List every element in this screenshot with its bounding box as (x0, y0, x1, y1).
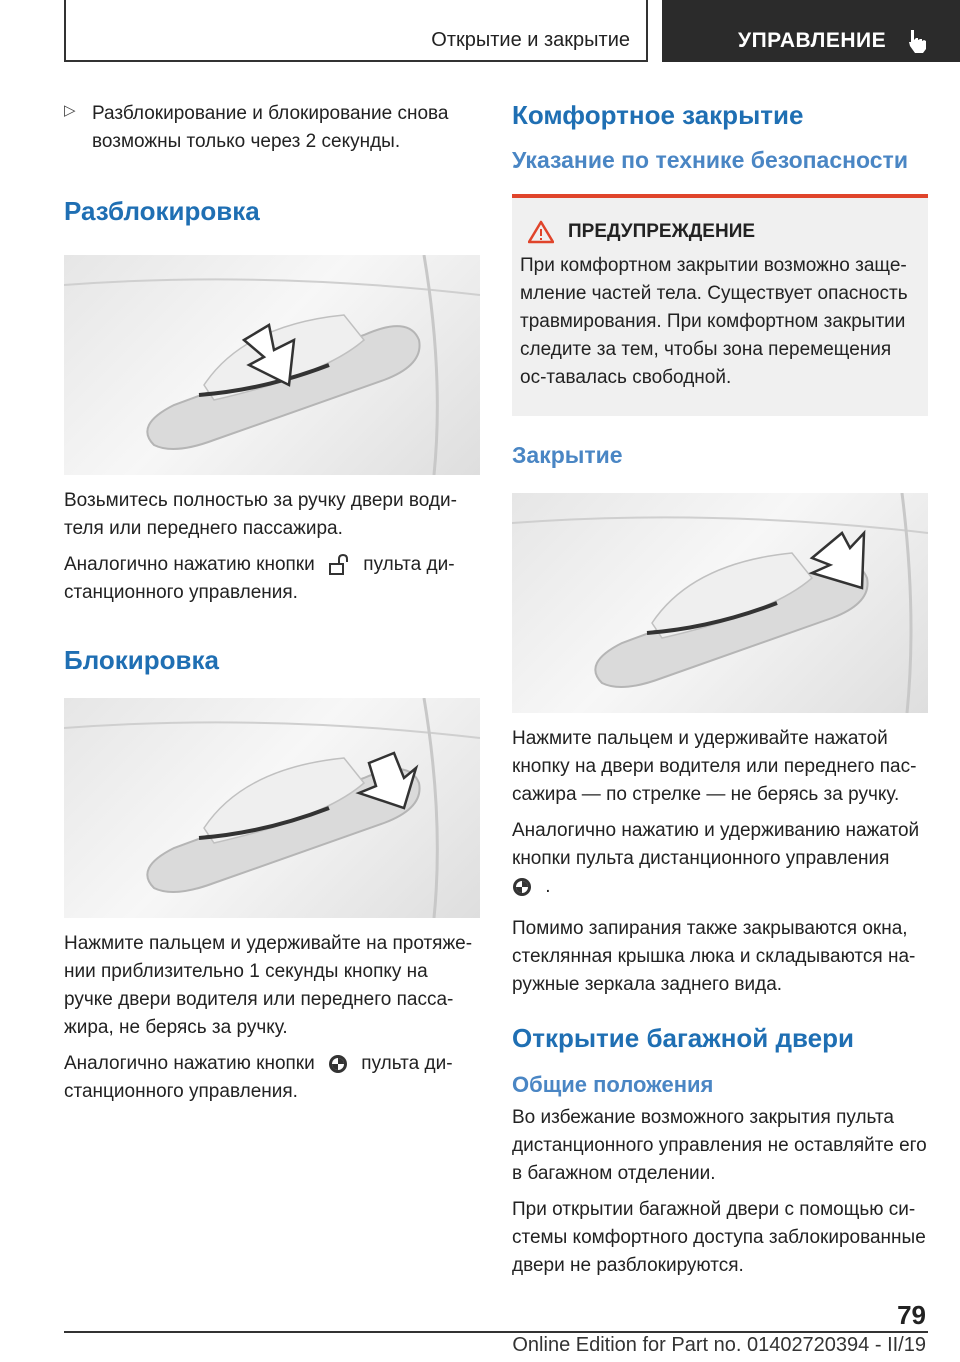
page-number: 79 (897, 1300, 926, 1330)
header-chapter-tab (662, 0, 960, 62)
left-column (64, 100, 480, 1106)
footer-divider (64, 1331, 928, 1333)
warning-title-row (528, 220, 920, 244)
general-heading: Общие положения (512, 1072, 714, 1097)
lock-door-handle-photo (64, 698, 480, 918)
general-paragraph-2: При открытии багажной двери с помощью си-стемы комфортного доступа заблокированные двери не разблокируются. (512, 1199, 926, 1276)
bullet-text: Разблокирование и блокирование снова возможны только через 2 секунды. (92, 103, 449, 152)
closing-paragraph-3: Помимо запирания также закрываются окна, стеклянная крышка люка и складываются на-ружные зеркала заднего вида. (512, 918, 916, 995)
unlock-paragraph-1: Возьмитесь полностью за ручку двери води-теля или переднего пассажира. (64, 490, 457, 539)
hand-pointer-icon (906, 28, 930, 54)
closing-door-handle-photo (512, 493, 928, 713)
warning-text: При комфортном закрытии возможно заще-мление частей тела. Существует опасность травмирования. При комфортном закрытии следите за тем, чтобы зона перемещения ос-тавалась свободной. (520, 255, 908, 388)
triangle-bullet-icon: ▷ (64, 102, 76, 119)
unlock-door-handle-photo (64, 255, 480, 475)
general-paragraph-1: Во избежание возможного закрытия пульта дистанционного управления не оставляйте его в багажном отделении. (512, 1107, 927, 1184)
safety-heading: Указание по технике безопасности (512, 147, 908, 173)
warning-triangle-icon (528, 220, 554, 244)
unlock-heading: Разблокировка (64, 196, 260, 226)
closing-paragraph-2: Аналогично нажатию и удерживанию нажатой кнопки пульта дистанционного управления . (512, 820, 920, 897)
bmw-logo-icon (328, 1054, 348, 1074)
lock-paragraph-2: Аналогично нажатию кнопки пульта ди-станционного управления. (64, 1053, 453, 1102)
bmw-logo-icon (512, 877, 532, 897)
closing-paragraph-1: Нажмите пальцем и удерживайте нажатой кнопку на двери водителя или переднего пас-сажира — по стрелке — не берясь за ручку. (512, 728, 917, 805)
footer-edition: Online Edition for Part no. 01402720394 - II/19 (512, 1334, 926, 1356)
section-title: Открытие и закрытие (431, 28, 630, 51)
chapter-title: УПРАВЛЕНИЕ (738, 29, 887, 52)
unlock-paragraph-2: Аналогично нажатию кнопки пульта ди-станционного управления. (64, 554, 455, 603)
note-bullet (64, 100, 480, 156)
warning-title: ПРЕДУПРЕЖДЕНИЕ (568, 221, 756, 242)
header-section-tab (64, 0, 648, 62)
tailgate-heading: Открытие багажной двери (512, 1023, 854, 1053)
comfort-closing-heading: Комфортное закрытие (512, 100, 804, 130)
lock-paragraph-1: Нажмите пальцем и удерживайте на протяже-нии приблизительно 1 секунды кнопку на ручке двери водителя или переднего пасса-жира, не берясь за ручку. (64, 933, 473, 1038)
closing-heading: Закрытие (512, 442, 623, 468)
right-column (512, 100, 928, 1280)
unlock-icon (328, 554, 350, 576)
warning-box (512, 194, 928, 416)
lock-heading: Блокировка (64, 645, 219, 675)
